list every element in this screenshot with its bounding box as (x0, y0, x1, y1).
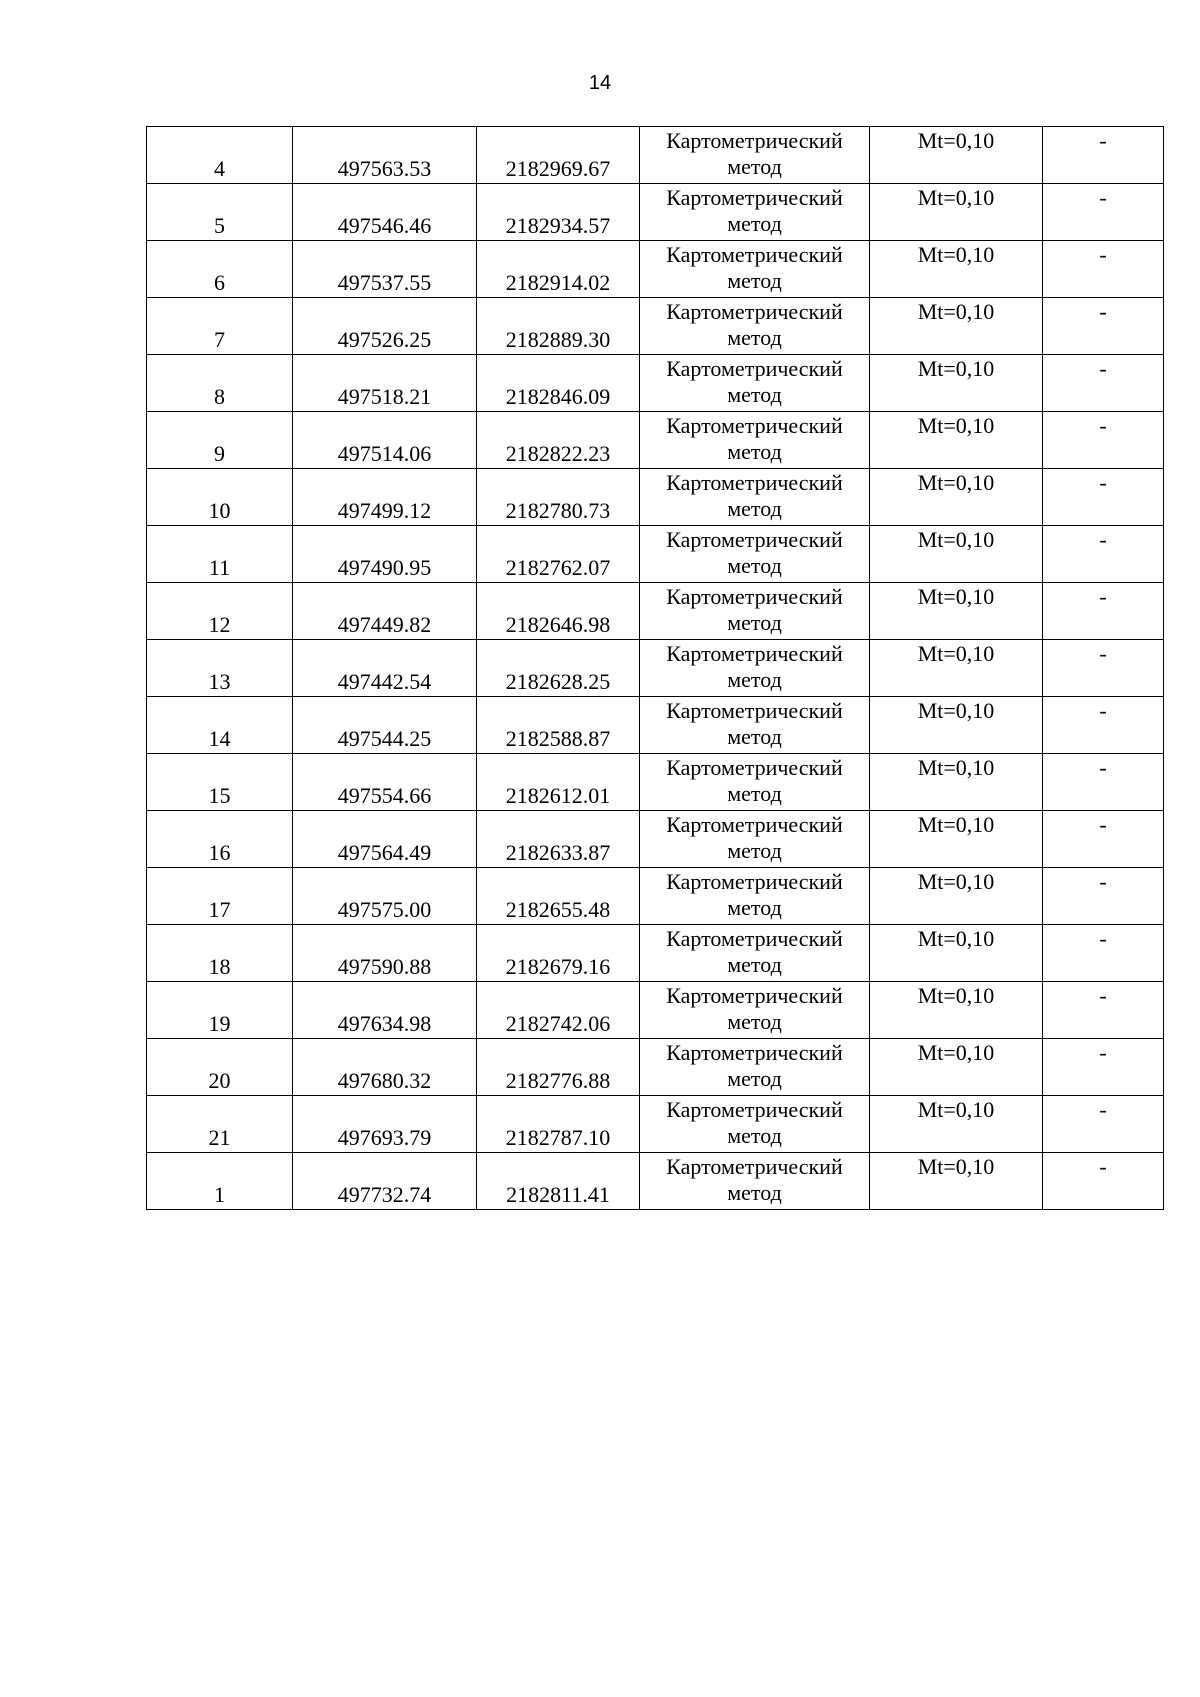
coordinates-table (146, 126, 1164, 1210)
x-coordinate-cell: 497590.88 (293, 925, 477, 982)
x-coordinate-cell: 497490.95 (293, 526, 477, 583)
x-coordinate-cell: 497546.46 (293, 184, 477, 241)
method-cell (640, 982, 870, 1039)
method-cell (640, 1096, 870, 1153)
y-coordinate-cell: 2182787.10 (477, 1096, 640, 1153)
x-coordinate-cell: 497732.74 (293, 1153, 477, 1210)
method-cell (640, 1153, 870, 1210)
note-cell: - (1043, 754, 1164, 811)
point-number-cell: 12 (147, 583, 293, 640)
method-line-2: метод (727, 952, 782, 977)
method-line-2: метод (727, 1066, 782, 1091)
table-row (147, 127, 1164, 184)
x-coordinate-cell: 497442.54 (293, 640, 477, 697)
accuracy-cell: Mt=0,10 (870, 412, 1043, 469)
note-cell: - (1043, 697, 1164, 754)
accuracy-cell: Mt=0,10 (870, 868, 1043, 925)
point-number-cell: 15 (147, 754, 293, 811)
method-line-2: метод (727, 382, 782, 407)
table-row (147, 1039, 1164, 1096)
table-row (147, 868, 1164, 925)
method-line-2: метод (727, 838, 782, 863)
note-cell: - (1043, 469, 1164, 526)
method-cell (640, 697, 870, 754)
point-number-cell: 20 (147, 1039, 293, 1096)
x-coordinate-cell: 497575.00 (293, 868, 477, 925)
accuracy-cell: Mt=0,10 (870, 355, 1043, 412)
accuracy-cell: Mt=0,10 (870, 754, 1043, 811)
method-line-1: Картометрический (666, 1040, 843, 1065)
method-line-2: метод (727, 268, 782, 293)
method-line-1: Картометрический (666, 1154, 843, 1179)
method-cell (640, 640, 870, 697)
method-line-2: метод (727, 1009, 782, 1034)
y-coordinate-cell: 2182776.88 (477, 1039, 640, 1096)
method-cell (640, 811, 870, 868)
point-number-cell: 4 (147, 127, 293, 184)
point-number-cell: 9 (147, 412, 293, 469)
note-cell: - (1043, 1039, 1164, 1096)
method-cell (640, 925, 870, 982)
point-number-cell: 5 (147, 184, 293, 241)
x-coordinate-cell: 497693.79 (293, 1096, 477, 1153)
y-coordinate-cell: 2182612.01 (477, 754, 640, 811)
method-line-2: метод (727, 439, 782, 464)
method-cell (640, 526, 870, 583)
accuracy-cell: Mt=0,10 (870, 127, 1043, 184)
y-coordinate-cell: 2182742.06 (477, 982, 640, 1039)
accuracy-cell: Mt=0,10 (870, 241, 1043, 298)
method-line-2: метод (727, 325, 782, 350)
table-row (147, 526, 1164, 583)
accuracy-cell: Mt=0,10 (870, 1153, 1043, 1210)
y-coordinate-cell: 2182934.57 (477, 184, 640, 241)
table-row (147, 469, 1164, 526)
y-coordinate-cell: 2182969.67 (477, 127, 640, 184)
method-line-2: метод (727, 496, 782, 521)
method-cell (640, 355, 870, 412)
point-number-cell: 1 (147, 1153, 293, 1210)
method-line-2: метод (727, 553, 782, 578)
accuracy-cell: Mt=0,10 (870, 925, 1043, 982)
table-row (147, 412, 1164, 469)
point-number-cell: 6 (147, 241, 293, 298)
method-cell (640, 868, 870, 925)
note-cell: - (1043, 925, 1164, 982)
method-line-1: Картометрический (666, 470, 843, 495)
method-line-1: Картометрический (666, 584, 843, 609)
accuracy-cell: Mt=0,10 (870, 184, 1043, 241)
method-line-2: метод (727, 1180, 782, 1205)
method-line-1: Картометрический (666, 983, 843, 1008)
table-row (147, 355, 1164, 412)
x-coordinate-cell: 497526.25 (293, 298, 477, 355)
x-coordinate-cell: 497634.98 (293, 982, 477, 1039)
method-cell (640, 754, 870, 811)
accuracy-cell: Mt=0,10 (870, 583, 1043, 640)
note-cell: - (1043, 811, 1164, 868)
y-coordinate-cell: 2182655.48 (477, 868, 640, 925)
method-line-2: метод (727, 667, 782, 692)
method-line-1: Картометрический (666, 1097, 843, 1122)
method-line-2: метод (727, 610, 782, 635)
y-coordinate-cell: 2182889.30 (477, 298, 640, 355)
method-line-1: Картометрический (666, 242, 843, 267)
accuracy-cell: Mt=0,10 (870, 1039, 1043, 1096)
y-coordinate-cell: 2182762.07 (477, 526, 640, 583)
table-row (147, 241, 1164, 298)
note-cell: - (1043, 982, 1164, 1039)
method-line-1: Картометрический (666, 755, 843, 780)
note-cell: - (1043, 1153, 1164, 1210)
table-row (147, 583, 1164, 640)
method-cell (640, 583, 870, 640)
x-coordinate-cell: 497544.25 (293, 697, 477, 754)
table-row (147, 697, 1164, 754)
method-line-1: Картометрический (666, 641, 843, 666)
table-row (147, 184, 1164, 241)
x-coordinate-cell: 497563.53 (293, 127, 477, 184)
page-number: 14 (588, 72, 612, 94)
note-cell: - (1043, 355, 1164, 412)
point-number-cell: 16 (147, 811, 293, 868)
method-line-2: метод (727, 1123, 782, 1148)
method-line-1: Картометрический (666, 926, 843, 951)
method-line-1: Картометрический (666, 128, 843, 153)
method-cell (640, 184, 870, 241)
x-coordinate-cell: 497680.32 (293, 1039, 477, 1096)
point-number-cell: 8 (147, 355, 293, 412)
accuracy-cell: Mt=0,10 (870, 298, 1043, 355)
y-coordinate-cell: 2182780.73 (477, 469, 640, 526)
method-cell (640, 1039, 870, 1096)
point-number-cell: 10 (147, 469, 293, 526)
table-row (147, 640, 1164, 697)
point-number-cell: 18 (147, 925, 293, 982)
table-row (147, 1096, 1164, 1153)
method-line-2: метод (727, 895, 782, 920)
point-number-cell: 7 (147, 298, 293, 355)
accuracy-cell: Mt=0,10 (870, 697, 1043, 754)
note-cell: - (1043, 184, 1164, 241)
accuracy-cell: Mt=0,10 (870, 811, 1043, 868)
table-row (147, 1153, 1164, 1210)
note-cell: - (1043, 412, 1164, 469)
y-coordinate-cell: 2182679.16 (477, 925, 640, 982)
note-cell: - (1043, 127, 1164, 184)
point-number-cell: 14 (147, 697, 293, 754)
accuracy-cell: Mt=0,10 (870, 526, 1043, 583)
method-cell (640, 469, 870, 526)
note-cell: - (1043, 298, 1164, 355)
note-cell: - (1043, 1096, 1164, 1153)
method-cell (640, 241, 870, 298)
accuracy-cell: Mt=0,10 (870, 982, 1043, 1039)
method-line-2: метод (727, 781, 782, 806)
x-coordinate-cell: 497514.06 (293, 412, 477, 469)
method-line-2: метод (727, 724, 782, 749)
method-line-1: Картометрический (666, 527, 843, 552)
note-cell: - (1043, 868, 1164, 925)
table-row (147, 811, 1164, 868)
method-line-1: Картометрический (666, 413, 843, 438)
coordinates-table-body (147, 127, 1164, 1210)
x-coordinate-cell: 497537.55 (293, 241, 477, 298)
y-coordinate-cell: 2182633.87 (477, 811, 640, 868)
y-coordinate-cell: 2182646.98 (477, 583, 640, 640)
point-number-cell: 17 (147, 868, 293, 925)
y-coordinate-cell: 2182846.09 (477, 355, 640, 412)
accuracy-cell: Mt=0,10 (870, 640, 1043, 697)
method-line-1: Картометрический (666, 185, 843, 210)
y-coordinate-cell: 2182628.25 (477, 640, 640, 697)
method-line-2: метод (727, 211, 782, 236)
note-cell: - (1043, 640, 1164, 697)
method-cell (640, 412, 870, 469)
table-row (147, 754, 1164, 811)
method-cell (640, 127, 870, 184)
note-cell: - (1043, 241, 1164, 298)
note-cell: - (1043, 583, 1164, 640)
y-coordinate-cell: 2182588.87 (477, 697, 640, 754)
table-row (147, 298, 1164, 355)
method-cell (640, 298, 870, 355)
method-line-1: Картометрический (666, 356, 843, 381)
method-line-1: Картометрический (666, 698, 843, 723)
x-coordinate-cell: 497564.49 (293, 811, 477, 868)
y-coordinate-cell: 2182811.41 (477, 1153, 640, 1210)
note-cell: - (1043, 526, 1164, 583)
accuracy-cell: Mt=0,10 (870, 469, 1043, 526)
point-number-cell: 11 (147, 526, 293, 583)
x-coordinate-cell: 497499.12 (293, 469, 477, 526)
x-coordinate-cell: 497449.82 (293, 583, 477, 640)
y-coordinate-cell: 2182914.02 (477, 241, 640, 298)
point-number-cell: 21 (147, 1096, 293, 1153)
table-row (147, 925, 1164, 982)
table-row (147, 982, 1164, 1039)
y-coordinate-cell: 2182822.23 (477, 412, 640, 469)
method-line-1: Картометрический (666, 299, 843, 324)
accuracy-cell: Mt=0,10 (870, 1096, 1043, 1153)
method-line-1: Картометрический (666, 812, 843, 837)
x-coordinate-cell: 497518.21 (293, 355, 477, 412)
point-number-cell: 19 (147, 982, 293, 1039)
method-line-1: Картометрический (666, 869, 843, 894)
point-number-cell: 13 (147, 640, 293, 697)
x-coordinate-cell: 497554.66 (293, 754, 477, 811)
method-line-2: метод (727, 154, 782, 179)
